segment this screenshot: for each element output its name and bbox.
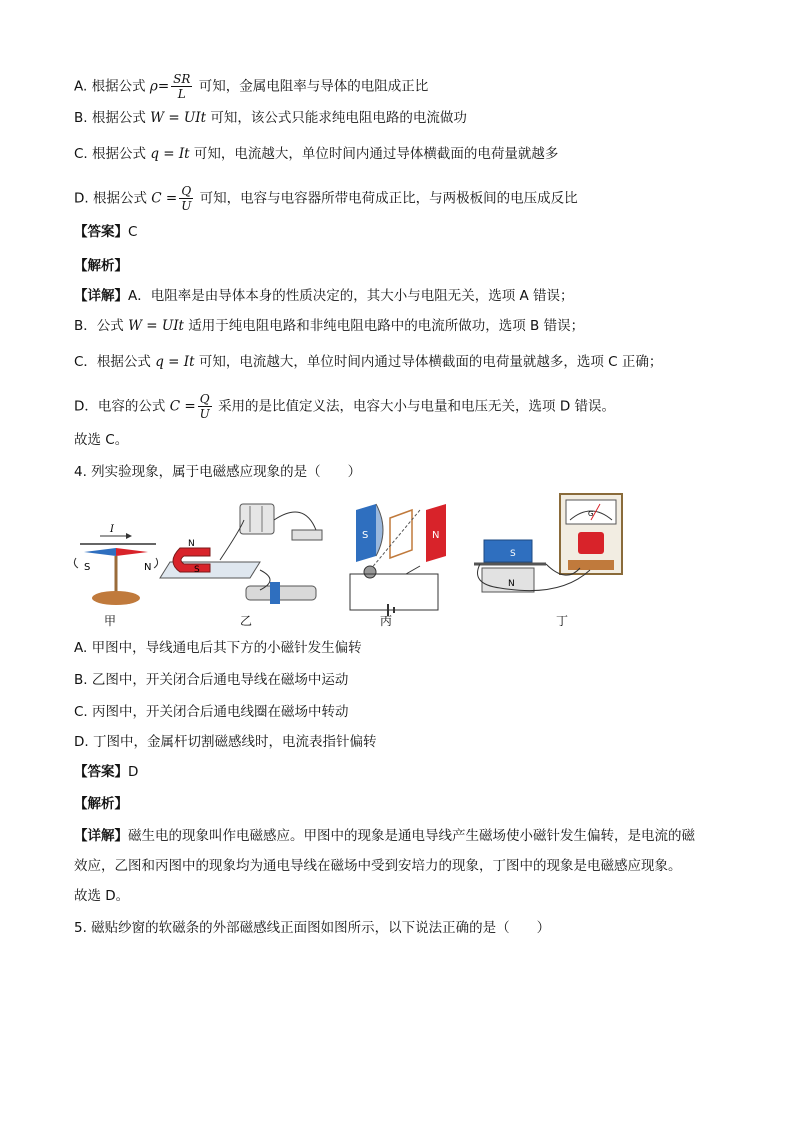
figure-jia <box>74 524 157 605</box>
answer-label: 【答案】 <box>74 764 128 780</box>
north-pole-label: N <box>144 562 152 573</box>
caption-jia: 甲 <box>104 614 117 628</box>
formula: W = UIt <box>150 110 207 126</box>
experiment-figures <box>70 490 730 630</box>
q4-option-b <box>74 670 724 690</box>
q3-detail-b <box>74 316 724 336</box>
q4-figures <box>70 490 730 630</box>
fraction-numerator: Q <box>198 392 212 407</box>
fraction-denominator: U <box>181 199 192 213</box>
option-prefix: C. 根据公式 <box>74 146 147 162</box>
formula: C = <box>151 190 178 207</box>
north-pole-label: N <box>188 539 195 549</box>
option-text: D. 丁图中，金属杆切割磁感线时，电流表指针偏转 <box>74 734 377 750</box>
q4-option-a <box>74 638 724 658</box>
q3-option-a <box>74 72 724 101</box>
figure-yi <box>160 504 322 604</box>
q4-detail-1 <box>74 826 724 846</box>
north-pole-label: N <box>508 579 515 589</box>
option-text: 可知，金属电阻率与导体的电阻成正比 <box>198 78 429 95</box>
south-pole-label: S <box>510 549 516 559</box>
caption-ding: 丁 <box>556 614 569 628</box>
q4-detail-2 <box>74 856 724 876</box>
q3-detail-d <box>74 392 724 421</box>
south-pole-label: S <box>84 562 91 573</box>
figure-bing <box>350 504 446 616</box>
formula: q = It <box>150 146 190 162</box>
detail-label: 【详解】 <box>74 828 128 844</box>
option-prefix: D. 根据公式 <box>74 190 147 207</box>
detail-prefix: B．公式 <box>74 318 124 334</box>
south-pole-label: S <box>194 565 200 575</box>
q4-option-c <box>74 702 724 722</box>
formula: W = UIt <box>128 318 184 334</box>
option-text: 可知，电流越大，单位时间内通过导体横截面的电荷量就越多 <box>193 146 559 162</box>
q3-option-d <box>74 184 724 213</box>
north-pole-label: N <box>432 530 440 541</box>
fraction-numerator: Q <box>179 184 193 199</box>
conclusion-text: 故选 C。 <box>74 432 129 448</box>
option-prefix: B. 根据公式 <box>74 110 146 126</box>
q5-stem <box>74 918 724 938</box>
galvanometer-label: G <box>588 510 594 518</box>
q4-option-d <box>74 732 724 752</box>
q3-option-b <box>74 108 724 128</box>
answer-value: D <box>128 764 139 780</box>
q4-answer <box>74 762 724 782</box>
analysis-label: 【解析】 <box>74 258 128 274</box>
detail-text: 适用于纯电阻电路和非纯电阻电路中的电流所做功，选项 B 错误； <box>188 318 585 334</box>
detail-text: 效应，乙图和丙图中的现象均为通电导线在磁场中受到安培力的现象，丁图中的现象是电磁感应现象。 <box>74 858 682 874</box>
fraction-denominator: U <box>199 407 210 421</box>
option-text: B. 乙图中，开关闭合后通电导线在磁场中运动 <box>74 672 349 688</box>
detail-text: 可知，电流越大，单位时间内通过导体横截面的电荷量就越多，选项 C 正确； <box>198 354 663 370</box>
detail-text: A．电阻率是由导体本身的性质决定的，其大小与电阻无关，选项 A 错误； <box>128 288 574 304</box>
detail-label: 【详解】 <box>74 288 128 304</box>
formula: C = <box>169 398 196 415</box>
answer-value: C <box>128 224 138 240</box>
option-prefix: A. 根据公式 <box>74 78 146 95</box>
analysis-label: 【解析】 <box>74 796 128 812</box>
q3-option-c <box>74 144 724 164</box>
q4-conclusion <box>74 886 724 906</box>
detail-text: 采用的是比值定义法，电容大小与电量和电压无关，选项 D 错误。 <box>218 398 616 415</box>
q3-detail-a <box>74 286 724 306</box>
question-stem: 4. 列实验现象，属于电磁感应现象的是（ ） <box>74 464 362 480</box>
fraction <box>198 392 212 421</box>
conclusion-text: 故选 D。 <box>74 888 130 904</box>
formula: q = It <box>155 354 195 370</box>
q4-analysis-heading <box>74 794 724 814</box>
fraction <box>179 184 193 213</box>
option-text: 可知，该公式只能求纯电阻电路的电流做功 <box>210 110 467 126</box>
option-text: C. 丙图中，开关闭合后通电线圈在磁场中转动 <box>74 704 349 720</box>
fraction <box>171 72 192 101</box>
detail-text: 磁生电的现象叫作电磁感应。甲图中的现象是通电导线产生磁场使小磁针发生偏转，是电流的磁 <box>128 828 695 844</box>
q3-answer <box>74 222 724 242</box>
q3-conclusion <box>74 430 724 450</box>
option-text: 可知，电容与电容器所带电荷成正比，与两极板间的电压成反比 <box>199 190 578 207</box>
option-text: A. 甲图中，导线通电后其下方的小磁针发生偏转 <box>74 640 362 656</box>
caption-yi: 乙 <box>240 614 253 628</box>
q3-detail-c <box>74 352 724 372</box>
q3-analysis-heading <box>74 256 724 276</box>
fraction-denominator: L <box>177 87 186 101</box>
question-stem: 5. 磁贴纱窗的软磁条的外部磁感线正面图如图所示，以下说法正确的是（ ） <box>74 920 551 936</box>
formula: ρ= <box>149 78 170 95</box>
fraction-numerator: SR <box>173 72 191 86</box>
current-label: I <box>110 524 114 535</box>
detail-prefix: C．根据公式 <box>74 354 151 370</box>
south-pole-label: S <box>362 530 369 541</box>
detail-prefix: D．电容的公式 <box>74 398 166 415</box>
figure-ding <box>474 494 622 592</box>
answer-label: 【答案】 <box>74 224 128 240</box>
q4-stem <box>74 462 724 482</box>
caption-bing: 丙 <box>380 614 393 628</box>
